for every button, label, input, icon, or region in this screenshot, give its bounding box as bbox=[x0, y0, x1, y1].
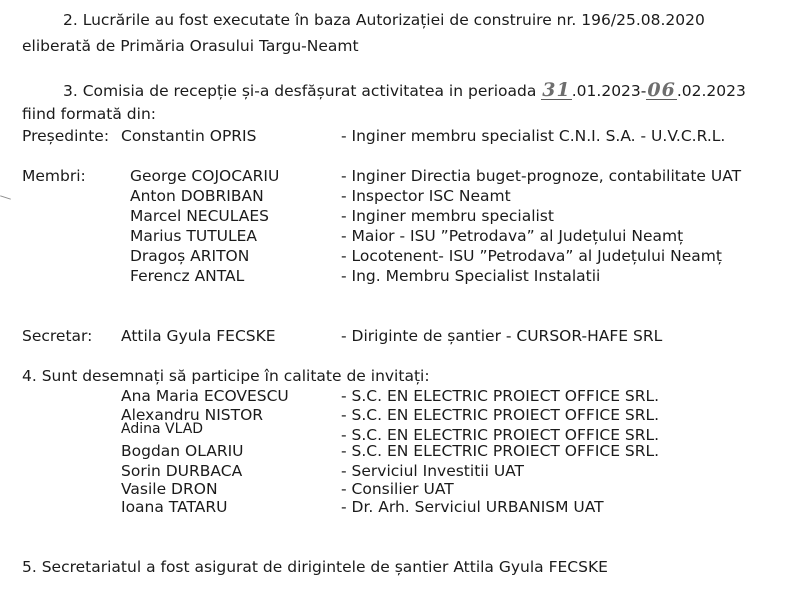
handwritten-start-day: 31 bbox=[542, 79, 571, 101]
paragraph-2-line-2: eliberată de Primăria Orasului Targu-Neamt bbox=[22, 37, 359, 55]
president-label: Președinte: bbox=[22, 127, 110, 145]
guest-name: Adina VLAD bbox=[121, 421, 204, 437]
guest-role: - Serviciul Investitii UAT bbox=[341, 462, 525, 480]
member-name: Dragoș ARITON bbox=[130, 247, 250, 265]
paragraph-4-heading: 4. Sunt desemnați să participe în calitate de invitați: bbox=[22, 367, 430, 385]
paragraph-2-line-1: 2. Lucrările au fost executate în baza Autorizației de construire nr. 196/25.08.2020 bbox=[63, 11, 705, 29]
president-role: - Inginer membru specialist C.N.I. S.A. - U.V.C.R.L. bbox=[341, 127, 726, 145]
members-label: Membri: bbox=[22, 167, 86, 185]
guest-role: - Consilier UAT bbox=[341, 480, 454, 498]
scan-mark bbox=[0, 195, 11, 199]
secretary-name: Attila Gyula FECSKE bbox=[121, 327, 276, 345]
member-role: - Inginer Directia buget-prognoze, contabilitate UAT bbox=[341, 167, 742, 185]
paragraph-3-mid: .01.2023- bbox=[571, 82, 647, 100]
guest-name: Vasile DRON bbox=[121, 480, 218, 498]
member-role: - Locotenent- ISU ”Petrodava” al Județului Neamț bbox=[341, 247, 722, 265]
member-role: - Maior - ISU ”Petrodava” al Județului Neamț bbox=[341, 227, 684, 245]
member-role: - Inginer membru specialist bbox=[341, 207, 554, 225]
guest-role: - S.C. EN ELECTRIC PROIECT OFFICE SRL. bbox=[341, 387, 660, 405]
paragraph-3-prefix: 3. Comisia de recepție și-a desfășurat activitatea in perioada bbox=[63, 82, 542, 100]
member-name: Anton DOBRIBAN bbox=[130, 187, 264, 205]
guest-name: Bogdan OLARIU bbox=[121, 442, 244, 460]
secretary-label: Secretar: bbox=[22, 327, 93, 345]
member-name: Ferencz ANTAL bbox=[130, 267, 245, 285]
member-name: George COJOCARIU bbox=[130, 167, 280, 185]
secretary-role: - Diriginte de șantier - CURSOR-HAFE SRL bbox=[341, 327, 663, 345]
member-role: - Inspector ISC Neamt bbox=[341, 187, 511, 205]
guest-role: - S.C. EN ELECTRIC PROIECT OFFICE SRL. bbox=[341, 426, 660, 444]
president-name: Constantin OPRIS bbox=[121, 127, 257, 145]
member-role: - Ing. Membru Specialist Instalatii bbox=[341, 267, 601, 285]
paragraph-3-suffix: .02.2023 bbox=[676, 82, 746, 100]
paragraph-3-line-1 bbox=[63, 79, 746, 101]
guest-name: Alexandru NISTOR bbox=[121, 406, 264, 424]
guest-name: Ana Maria ECOVESCU bbox=[121, 387, 289, 405]
paragraph-3-line-2: fiind formată din: bbox=[22, 105, 156, 123]
guest-role: - S.C. EN ELECTRIC PROIECT OFFICE SRL. bbox=[341, 442, 660, 460]
handwritten-end-day: 06 bbox=[647, 79, 676, 101]
guest-name: Sorin DURBACA bbox=[121, 462, 243, 480]
guest-role: - Dr. Arh. Serviciul URBANISM UAT bbox=[341, 498, 604, 516]
guest-name: Ioana TATARU bbox=[121, 498, 228, 516]
guest-role: - S.C. EN ELECTRIC PROIECT OFFICE SRL. bbox=[341, 406, 660, 424]
member-name: Marius TUTULEA bbox=[130, 227, 258, 245]
member-name: Marcel NECULAES bbox=[130, 207, 269, 225]
paragraph-5: 5. Secretariatul a fost asigurat de dirigintele de șantier Attila Gyula FECSKE bbox=[22, 558, 608, 576]
